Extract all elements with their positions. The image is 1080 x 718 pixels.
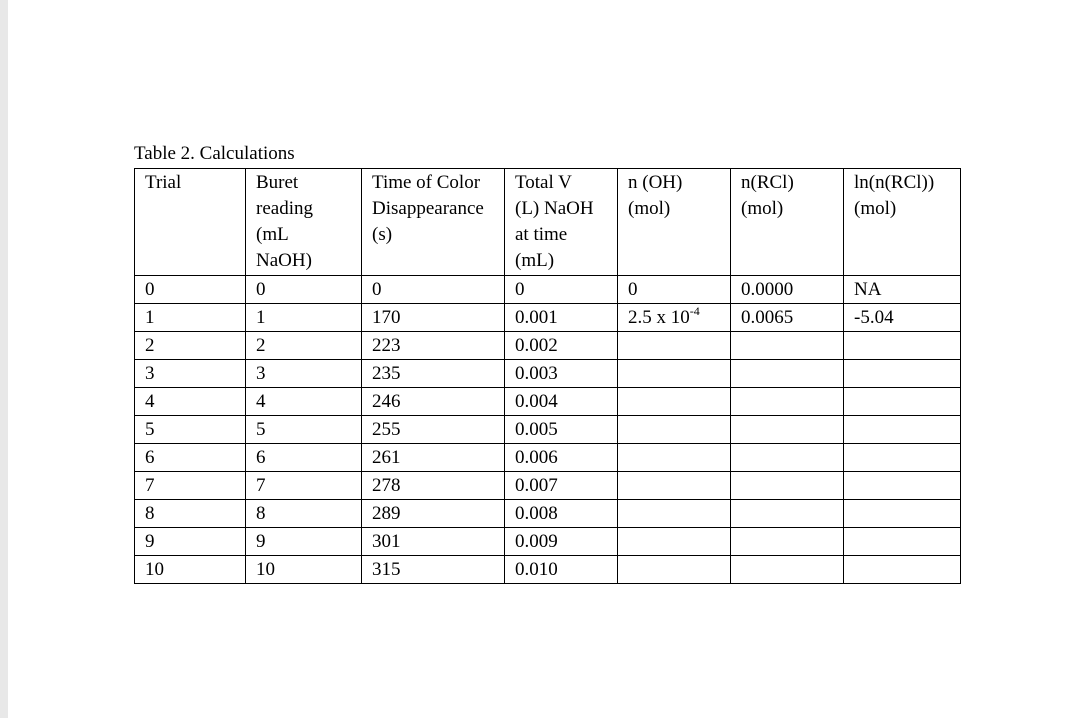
cell-trial — [135, 332, 246, 360]
table-row — [135, 332, 961, 360]
cell-trial — [135, 556, 246, 584]
cell-value: 0 — [372, 279, 382, 300]
header-volume-line: (mL) — [515, 250, 555, 271]
cell-n-rcl — [731, 276, 844, 304]
cell-n-oh — [618, 388, 731, 416]
cell-buret — [246, 556, 362, 584]
header-time-line: (s) — [372, 224, 393, 245]
cell-time — [362, 528, 505, 556]
cell-value: 0.001 — [515, 307, 558, 328]
cell-trial — [135, 304, 246, 332]
cell-ln-rcl — [844, 556, 961, 584]
cell-volume — [505, 360, 618, 388]
header-n-rcl — [731, 169, 844, 276]
cell-ln-rcl — [844, 388, 961, 416]
cell-time — [362, 444, 505, 472]
cell-value: 5 — [145, 419, 155, 440]
cell-n-rcl — [731, 416, 844, 444]
cell-value: 301 — [372, 531, 401, 552]
cell-volume — [505, 528, 618, 556]
cell-exponent: -4 — [689, 304, 700, 318]
cell-value: 246 — [372, 391, 401, 412]
header-buret-line: reading — [256, 198, 313, 219]
cell-buret — [246, 500, 362, 528]
cell-trial — [135, 416, 246, 444]
cell-trial — [135, 500, 246, 528]
cell-value: 2.5 x 10 — [628, 307, 690, 328]
cell-n-rcl — [731, 360, 844, 388]
cell-n-rcl — [731, 500, 844, 528]
cell-value: 278 — [372, 475, 401, 496]
table-row — [135, 472, 961, 500]
cell-ln-rcl — [844, 444, 961, 472]
cell-n-oh — [618, 332, 731, 360]
cell-value: 1 — [256, 307, 266, 328]
cell-ln-rcl — [844, 416, 961, 444]
table-row — [135, 304, 961, 332]
cell-ln-rcl — [844, 500, 961, 528]
cell-value: 8 — [256, 503, 266, 524]
cell-n-oh — [618, 416, 731, 444]
cell-value: -5.04 — [854, 307, 894, 328]
header-n-rcl-line: (mol) — [741, 198, 784, 219]
cell-value: 10 — [145, 559, 164, 580]
header-buret-line: Buret — [256, 172, 299, 193]
cell-n-oh — [618, 472, 731, 500]
cell-buret — [246, 444, 362, 472]
cell-n-rcl — [731, 472, 844, 500]
cell-buret — [246, 388, 362, 416]
cell-value: 7 — [256, 475, 266, 496]
cell-value: 0 — [515, 279, 525, 300]
cell-value: 0.010 — [515, 559, 558, 580]
cell-value: 3 — [145, 363, 155, 384]
table-row — [135, 276, 961, 304]
cell-ln-rcl — [844, 304, 961, 332]
cell-value: 315 — [372, 559, 401, 580]
cell-time — [362, 304, 505, 332]
header-n-oh-line: n (OH) — [628, 172, 683, 193]
cell-value: 0 — [145, 279, 155, 300]
cell-buret — [246, 416, 362, 444]
cell-ln-rcl — [844, 360, 961, 388]
cell-buret — [246, 528, 362, 556]
table-row — [135, 360, 961, 388]
cell-n-oh — [618, 556, 731, 584]
header-trial — [135, 169, 246, 276]
header-trial-text: Trial — [145, 172, 182, 193]
cell-n-oh — [618, 360, 731, 388]
cell-value: 0.008 — [515, 503, 558, 524]
cell-volume — [505, 556, 618, 584]
cell-value: 4 — [256, 391, 266, 412]
cell-value: 0.0000 — [741, 279, 794, 300]
header-n-rcl-line: n(RCl) — [741, 172, 794, 193]
cell-volume — [505, 444, 618, 472]
header-buret-line: (mL — [256, 224, 289, 245]
cell-value: 2 — [145, 335, 155, 356]
cell-n-oh — [618, 304, 731, 332]
cell-value: 0 — [628, 279, 638, 300]
cell-volume — [505, 276, 618, 304]
cell-value: 0 — [256, 279, 266, 300]
header-n-oh-line: (mol) — [628, 198, 671, 219]
table-body — [135, 169, 961, 584]
cell-value: 3 — [256, 363, 266, 384]
cell-buret — [246, 332, 362, 360]
cell-value: 223 — [372, 335, 401, 356]
calculations-table — [134, 168, 961, 584]
table-row — [135, 416, 961, 444]
cell-value: 261 — [372, 447, 401, 468]
cell-value: NA — [854, 279, 882, 300]
cell-n-oh — [618, 500, 731, 528]
cell-n-rcl — [731, 528, 844, 556]
table-row — [135, 500, 961, 528]
header-buret — [246, 169, 362, 276]
cell-time — [362, 416, 505, 444]
cell-n-oh — [618, 276, 731, 304]
cell-n-rcl — [731, 332, 844, 360]
cell-trial — [135, 360, 246, 388]
cell-time — [362, 332, 505, 360]
table-row — [135, 444, 961, 472]
cell-time — [362, 360, 505, 388]
document-page — [8, 0, 1080, 718]
cell-value: 4 — [145, 391, 155, 412]
header-volume-line: at time — [515, 224, 568, 245]
cell-value: 0.009 — [515, 531, 558, 552]
cell-n-oh — [618, 444, 731, 472]
header-time-line: Time of Color — [372, 172, 481, 193]
cell-time — [362, 388, 505, 416]
table-row — [135, 556, 961, 584]
cell-value: 0.0065 — [741, 307, 794, 328]
cell-value: 0.004 — [515, 391, 558, 412]
table-row — [135, 528, 961, 556]
cell-n-rcl — [731, 304, 844, 332]
cell-volume — [505, 472, 618, 500]
cell-volume — [505, 500, 618, 528]
cell-time — [362, 500, 505, 528]
cell-value: 7 — [145, 475, 155, 496]
header-volume-line: Total V — [515, 172, 572, 193]
cell-value: 235 — [372, 363, 401, 384]
cell-trial — [135, 388, 246, 416]
cell-n-rcl — [731, 444, 844, 472]
cell-n-rcl — [731, 556, 844, 584]
cell-volume — [505, 388, 618, 416]
header-ln-rcl-line: (mol) — [854, 198, 897, 219]
header-buret-line: NaOH) — [256, 250, 312, 271]
cell-ln-rcl — [844, 276, 961, 304]
cell-time — [362, 276, 505, 304]
cell-volume — [505, 416, 618, 444]
cell-value: 6 — [145, 447, 155, 468]
cell-trial — [135, 472, 246, 500]
cell-time — [362, 472, 505, 500]
cell-value: 9 — [256, 531, 266, 552]
cell-ln-rcl — [844, 332, 961, 360]
cell-n-oh — [618, 528, 731, 556]
cell-value: 9 — [145, 531, 155, 552]
header-volume — [505, 169, 618, 276]
cell-buret — [246, 360, 362, 388]
cell-buret — [246, 472, 362, 500]
cell-value: 289 — [372, 503, 401, 524]
table-caption: Table 2. Calculations — [134, 143, 295, 164]
cell-trial — [135, 444, 246, 472]
header-ln-rcl-line: ln(n(RCl)) — [854, 172, 935, 193]
cell-volume — [505, 332, 618, 360]
cell-value: 0.003 — [515, 363, 558, 384]
cell-value: 0.006 — [515, 447, 558, 468]
cell-value: 6 — [256, 447, 266, 468]
cell-value: 10 — [256, 559, 275, 580]
cell-time — [362, 556, 505, 584]
cell-value: 8 — [145, 503, 155, 524]
cell-volume — [505, 304, 618, 332]
header-time — [362, 169, 505, 276]
header-n-oh — [618, 169, 731, 276]
cell-value: 0.005 — [515, 419, 558, 440]
cell-value: 170 — [372, 307, 401, 328]
cell-buret — [246, 276, 362, 304]
header-time-line: Disappearance — [372, 198, 484, 219]
cell-value: 255 — [372, 419, 401, 440]
header-ln-rcl — [844, 169, 961, 276]
cell-value: 2 — [256, 335, 266, 356]
cell-ln-rcl — [844, 472, 961, 500]
header-row — [135, 169, 961, 276]
table-row — [135, 388, 961, 416]
cell-buret — [246, 304, 362, 332]
cell-value: 5 — [256, 419, 266, 440]
cell-trial — [135, 528, 246, 556]
cell-value: 1 — [145, 307, 155, 328]
cell-n-rcl — [731, 388, 844, 416]
cell-value: 0.002 — [515, 335, 558, 356]
header-volume-line: (L) NaOH — [515, 198, 594, 219]
cell-value: 0.007 — [515, 475, 558, 496]
cell-trial — [135, 276, 246, 304]
cell-ln-rcl — [844, 528, 961, 556]
